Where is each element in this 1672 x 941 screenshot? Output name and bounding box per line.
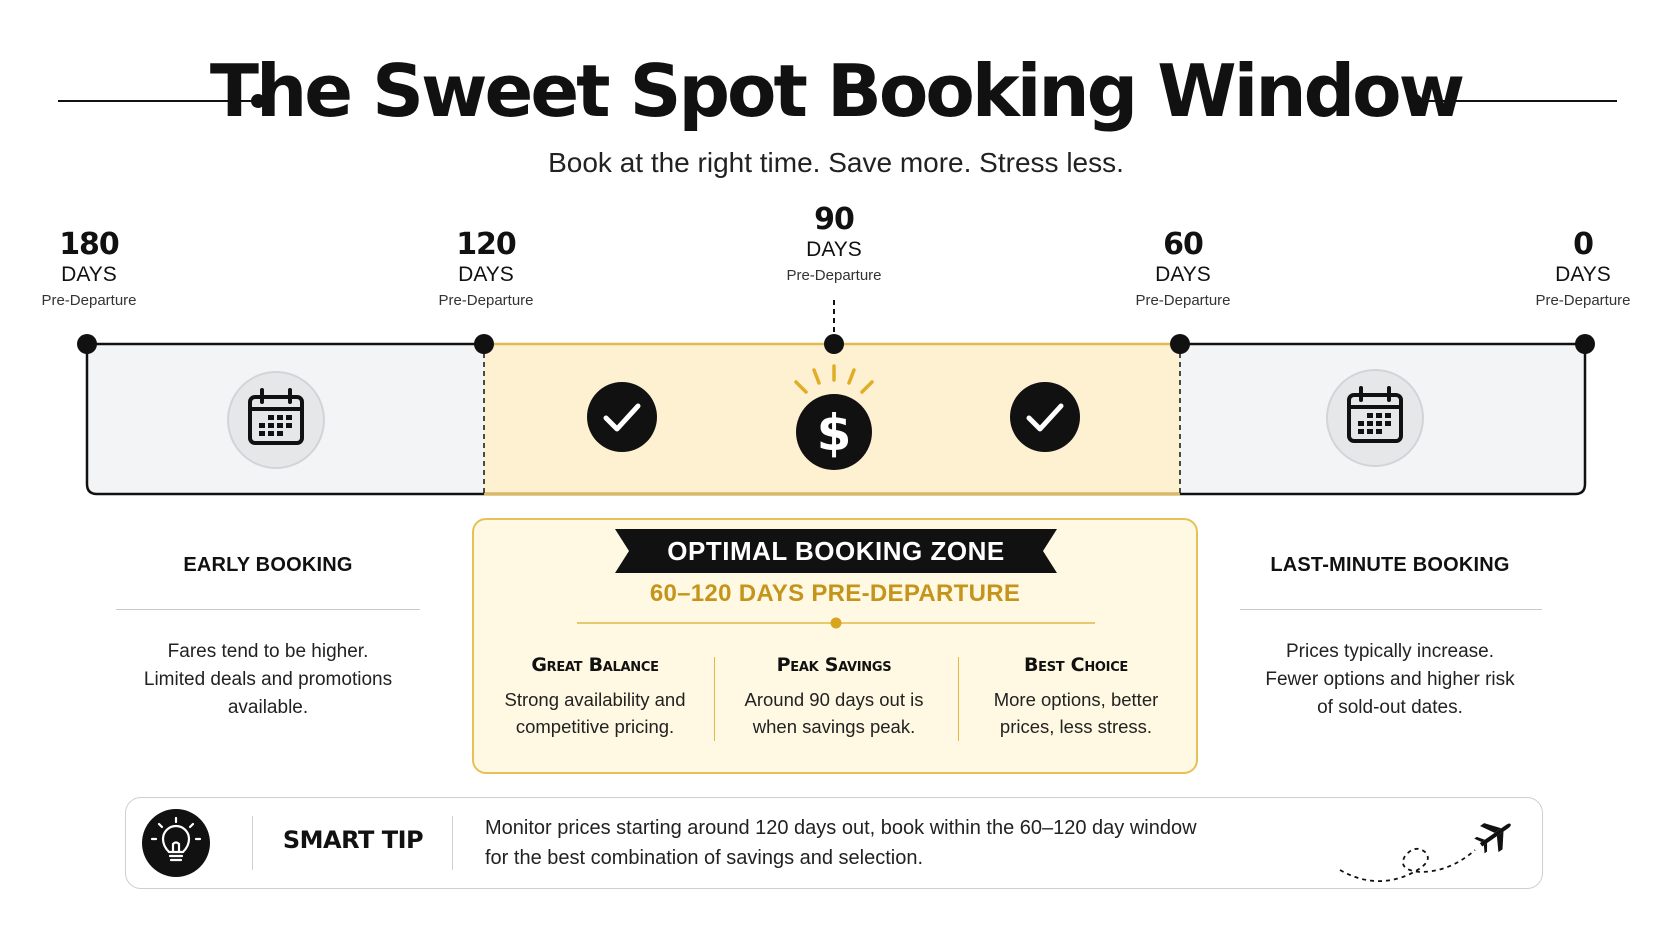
airplane-icon: [1335, 812, 1525, 888]
page-subtitle: Book at the right time. Save more. Stress less.: [548, 147, 1124, 178]
column-title: Great Balance: [531, 654, 659, 676]
last-minute-booking-description: [1225, 638, 1555, 722]
milestone-unit: DAYS: [806, 238, 862, 261]
milestone-value: 120: [456, 227, 516, 262]
optimal-zone-range: 60–120 DAYS PRE-DEPARTURE: [649, 580, 1021, 607]
description-line: competitive pricing.: [515, 716, 675, 737]
tip-line: Monitor prices starting around 120 days out, book within the 60–120 day window: [485, 817, 1197, 839]
milestone-sub: Pre-Departure: [786, 267, 882, 284]
column-divider: [958, 657, 959, 741]
milestone-unit: DAYS: [61, 263, 117, 286]
description-line: of sold-out dates.: [1317, 697, 1463, 718]
column-description: [966, 686, 1186, 740]
early-booking-divider: [116, 609, 420, 610]
best-choice-column: [966, 654, 1186, 740]
svg-text:$: $: [816, 404, 852, 462]
optimal-zone-rule: [575, 616, 1097, 630]
timeline-node-180: [77, 334, 97, 354]
smart-tip-text: [485, 813, 1285, 873]
description-line: Strong availability and: [504, 689, 686, 710]
description-line: Limited deals and promotions: [143, 669, 393, 690]
milestone-value: 90: [814, 202, 854, 237]
tip-divider: [252, 816, 253, 870]
checkmark-icon: [586, 381, 658, 453]
column-title: Best Choice: [1023, 654, 1129, 676]
last-minute-booking-title: LAST-MINUTE BOOKING: [1270, 554, 1510, 576]
column-divider: [714, 657, 715, 741]
lightbulb-icon: [141, 808, 211, 878]
milestone-sub: Pre-Departure: [1535, 292, 1631, 309]
early-booking-title: EARLY BOOKING: [183, 554, 353, 576]
milestone-unit: DAYS: [1155, 263, 1211, 286]
milestone-90: [754, 203, 914, 289]
description-line: More options, better: [993, 689, 1159, 710]
column-title: Peak Savings: [776, 654, 892, 676]
calendar-icon: [226, 370, 326, 470]
milestone-value: 180: [59, 227, 119, 262]
timeline-node-0: [1575, 334, 1595, 354]
dollar-icon: [784, 362, 884, 474]
description-line: Fewer options and higher risk: [1265, 669, 1515, 690]
timeline-node-120: [474, 334, 494, 354]
column-description: [724, 686, 944, 740]
smart-tip-label: SMART TIP: [282, 826, 424, 854]
early-booking-description: [103, 638, 433, 722]
description-line: Prices typically increase.: [1285, 641, 1495, 662]
milestone-value: 0: [1573, 227, 1593, 262]
description-line: Fares tend to be higher.: [167, 641, 369, 662]
milestone-sub: Pre-Departure: [1135, 292, 1231, 309]
great-balance-column: [485, 654, 705, 740]
timeline-node-60: [1170, 334, 1190, 354]
milestone-value: 60: [1163, 227, 1203, 262]
tip-line: for the best combination of savings and selection.: [485, 847, 924, 869]
description-line: when savings peak.: [752, 716, 916, 737]
optimal-zone-banner-label: OPTIMAL BOOKING ZONE: [667, 536, 1005, 566]
checkmark-icon: [1009, 381, 1081, 453]
page-title: The Sweet Spot Booking Window: [209, 49, 1463, 133]
milestone-unit: DAYS: [1555, 263, 1611, 286]
description-line: prices, less stress.: [999, 716, 1153, 737]
description-line: Around 90 days out is: [744, 689, 924, 710]
peak-savings-column: [724, 654, 944, 740]
milestone-sub: Pre-Departure: [41, 292, 137, 309]
description-line: available.: [227, 697, 309, 718]
last-minute-booking-divider: [1240, 609, 1542, 610]
calendar-icon: [1325, 368, 1425, 468]
column-description: [485, 686, 705, 740]
milestone-unit: DAYS: [458, 263, 514, 286]
timeline-node-90: [824, 334, 844, 354]
tip-divider: [452, 816, 453, 870]
milestone-sub: Pre-Departure: [438, 292, 534, 309]
